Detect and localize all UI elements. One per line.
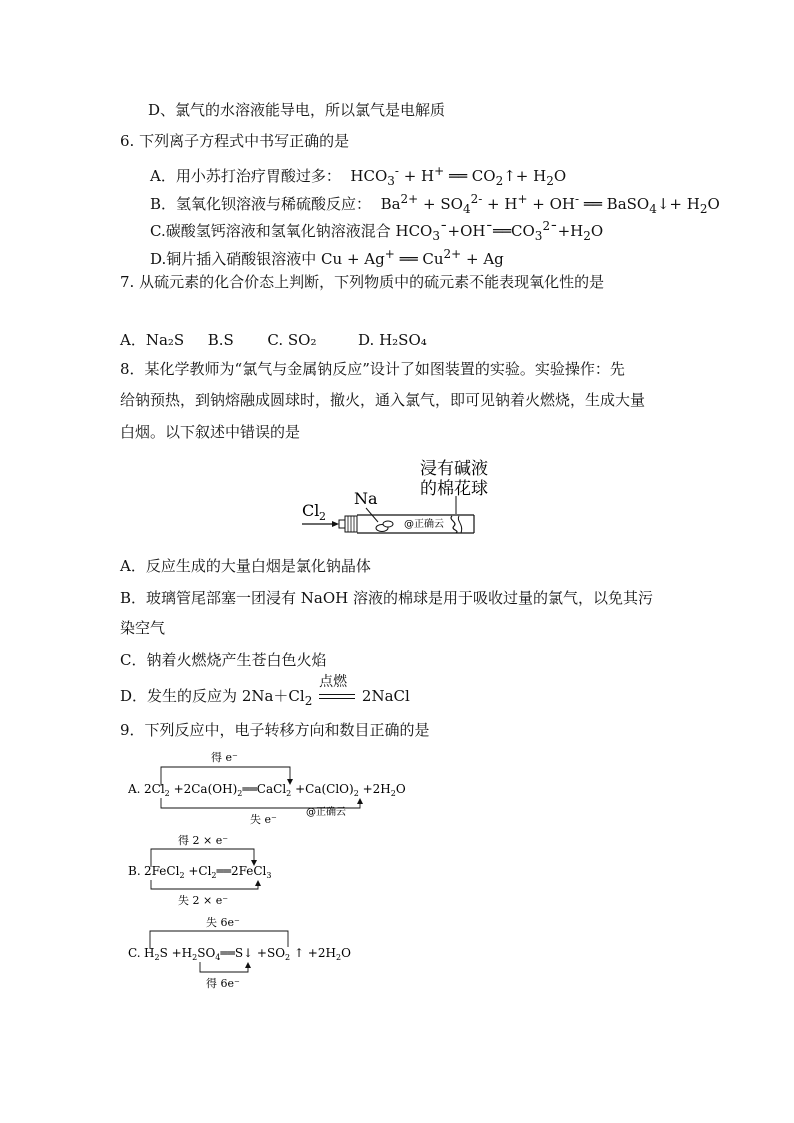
q9-b-label: B. [128, 864, 141, 878]
q8-fig-label-top1: 浸有碱液 [420, 459, 488, 479]
q6-option-d-equation: Cu + Ag+ ══ $Cu^{2+} + Ag$ [321, 247, 504, 268]
q8-option-d: D．发生的反应为 $2Na+Cl_2$ 点燃 2NaCl [120, 674, 410, 708]
q9-c-equation: $H_2S$ $+H_2SO_4══S↓ +SO_2$ ↑ $+2H_2O$ [144, 946, 351, 962]
q9-c-label: C. [128, 946, 141, 960]
q7-option-d: D. H₂SO₄ [358, 331, 427, 349]
q8-stem-line3: 白烟。以下叙述中错误的是 [120, 423, 301, 441]
q9-option-c [128, 914, 388, 992]
q8-fig-label-na: Na [354, 489, 378, 508]
q9-b-lose-label: 失 2 × e⁻ [178, 894, 229, 907]
q8-watermark: @正确云 [404, 519, 444, 530]
q8-apparatus-figure [296, 452, 496, 540]
q9-a-lose-arrow-icon [357, 798, 363, 804]
q8-option-b-line2: 染空气 [120, 619, 166, 637]
q8-tube-connector [339, 520, 345, 528]
q7-option-b: B.S [207, 331, 234, 349]
q8-arrow-head-icon [332, 521, 339, 527]
q6-stem: 6. 下列离子方程式中书写正确的是 [120, 132, 350, 150]
q9-b-equation: 2FeCl$_2$ $+Cl_2══2FeCl_3$ [144, 864, 272, 880]
q7-options [120, 329, 427, 351]
q8-fig-label-cl2-sub: 2 [319, 510, 326, 523]
q9-a-label: A. [128, 782, 141, 796]
q8-option-a: A．反应生成的大量白烟是氯化钠晶体 [120, 557, 371, 575]
q9-b-gain-label: 得 2 × e⁻ [178, 834, 229, 847]
q6-option-c-label: C.碳酸氢钙溶液和氢氧化钠溶液混合 [150, 222, 391, 240]
q9-b-lose-bracket [151, 880, 258, 889]
q8-cotton-ball [451, 516, 457, 533]
q6-option-d-label: D.铜片插入硝酸银溶液中 [150, 250, 317, 268]
q6-option-b-label: B．氢氧化钡溶液与稀硫酸反应： [150, 195, 372, 213]
q6-option-d [150, 243, 504, 270]
q6-option-a-label: A．用小苏打治疗胃酸过多： [150, 167, 341, 185]
q9-option-a [128, 748, 448, 828]
q9-c-gain-label: 得 6e⁻ [206, 977, 240, 990]
q6-option-a-equation: $HCO_3^- + H^+$ ══ $CO_2↑+ H_2O$ [350, 164, 567, 188]
q8-fig-label-top2: 的棉花球 [420, 479, 488, 499]
q6-option-c-equation: $HCO_3¯+OH¯══CO_3^2¯+H_2O$ [395, 219, 604, 243]
q9-a-equation: $2Cl_2$ $+2Ca(OH)_2══CaCl_2 +Ca(ClO)_2 +2H_2O$ [144, 782, 406, 798]
q9-stem: 9．下列反应中，电子转移方向和数目正确的是 [120, 721, 430, 739]
q5-option-d: D、氯气的水溶液能导电，所以氯气是电解质 [148, 101, 446, 119]
q9-option-b [128, 832, 328, 910]
q7-stem: 7. 从硫元素的化合价态上判断，下列物质中的硫元素不能表现氧化性的是 [120, 273, 605, 291]
q9-c-gain-arrow-icon [245, 962, 251, 968]
q8-option-b-line1: B．玻璃管尾部塞一团浸有 NaOH 溶液的棉球是用于吸收过量的氯气，以免其污 [120, 589, 654, 607]
q9-c-lose-label: 失 6e⁻ [206, 916, 240, 929]
q9-b-lose-arrow-icon [255, 880, 261, 886]
q8-fig-label-cl2: Cl [302, 501, 320, 520]
q9-c-gain-bracket [200, 962, 248, 972]
q7-option-a: A．Na₂S [120, 331, 185, 349]
q7-option-c: C. SO₂ [267, 331, 317, 349]
q8-stem-line2: 给钠预热，到钠熔融成圆球时，撤火，通入氯气，即可见钠着火燃烧，生成大量 [120, 391, 646, 409]
q9-a-watermark: @正确云 [306, 807, 346, 818]
q8-option-d-label: D．发生的反应为 [120, 687, 238, 705]
q9-a-lose-label: 失 e⁻ [250, 813, 277, 826]
q6-option-b-equation: $Ba^{2+} + SO_4^{2-} + H^+ + OH^-$ ══ BaSO$_4$↓+ $H_2O$ [380, 192, 720, 216]
q8-stem-line1: 8．某化学教师为“氯气与金属钠反应”设计了如图装置的实验。实验操作：先 [120, 360, 625, 378]
q8-reaction-condition: 点燃 [317, 685, 357, 707]
q8-option-c: C．钠着火燃烧产生苍白色火焰 [120, 651, 327, 669]
q9-a-gain-label: 得 e⁻ [211, 751, 238, 764]
